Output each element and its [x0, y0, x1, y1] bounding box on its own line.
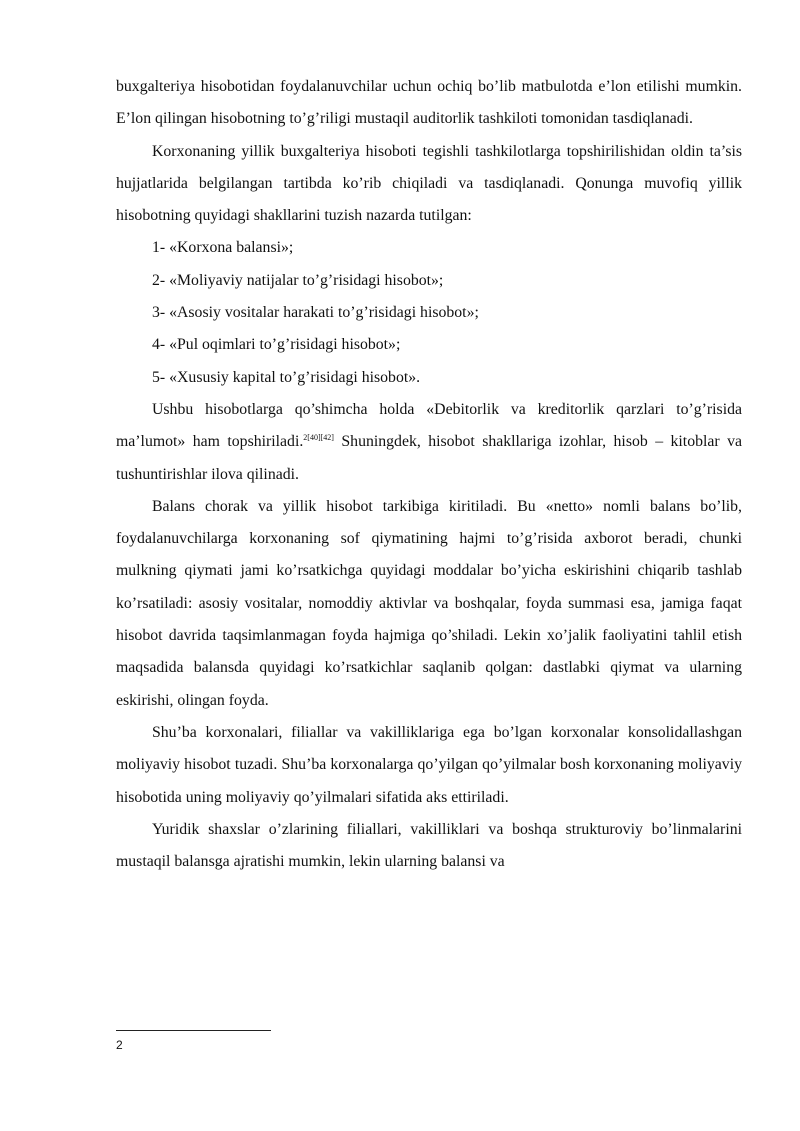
list-item: 3- «Asosiy vositalar harakati to’g’risidagi hisobot»;	[152, 304, 479, 322]
paragraph-balance-netto: Balans chorak va yillik hisobot tarkibiga kiritiladi. Bu «netto» nomli balans bo’lib, foydalanuvchilarga korxonaning sof qiymatining hajmi to’g’risida axborot beradi, chunki mulkning qiymati jami ko’rsatkichga quyidagi moddalar bo’yicha eskirishini chiqarib tashlab ko’rsatiladi: asosiy vositalar, nomoddiy aktivlar va boshqalar, foyda summasi esa, jamiga faqat hisobot davrida taqsimlanmagan foyda hajmiga qo’shiladi. Lekin xo’jalik faoliyatini tahlil etish maqsadida balansda quyidagi ko’rsatkichlar saqlanib qolgan: dastlabki qiymat va ularning eskirishi, olingan foyda.	[116, 497, 742, 709]
document-body	[116, 71, 742, 878]
paragraph-additional-reports	[116, 394, 742, 491]
list-item: 4- «Pul oqimlari to’g’risidagi hisobot»;	[152, 336, 401, 354]
list-item: 1- «Korxona balansi»;	[152, 239, 294, 257]
footnote-separator	[116, 1030, 271, 1031]
paragraph-text: Ushbu hisobotlarga qo’shimcha holda «Debitorlik va kreditorlik qarzlari to’g’risida ma’lumot» ham topshiriladi.	[116, 400, 742, 451]
paragraph-consolidated-reporting: Shu’ba korxonalari, filiallar va vakilliklariga ega bo’lgan korxonalar konsolidallashgan moliyaviy hisobot tuzadi. Shu’ba korxonalarga qo’yilgan qo’yilmalar bosh korxonaning moliyaviy hisobotida uning moliyaviy qo’yilmalari sifatida aks ettiriladi.	[116, 723, 742, 806]
list-item: 2- «Moliyaviy natijalar to’g’risidagi hisobot»;	[152, 271, 444, 289]
footnote-number: 2	[116, 1038, 123, 1052]
paragraph-legal-entities: Yuridik shaxslar o’zlarining filiallari, vakilliklari va boshqa strukturoviy bo’linmalarini mustaqil balansga ajratishi mumkin, lekin ularning balansi va	[116, 820, 742, 871]
list-item: 5- «Xususiy kapital to’g’risidagi hisobot».	[152, 368, 421, 386]
paragraph-reporting-publication: buxgalteriya hisobotidan foydalanuvchilar uchun ochiq bo’lib matbulotda e’lon etilishi mumkin. E’lon qilingan hisobotning to’g’riligi mustaqil auditorlik tashkiloti tomonidan tasdiqlanadi.	[116, 78, 742, 128]
paragraph-text: Shuningdek, hisobot shakllariga izohlar, hisob – kitoblar va tushuntirishlar ilova qilinadi.	[116, 433, 742, 483]
paragraph-annual-report-approval: Korxonaning yillik buxgalteriya hisoboti tegishli tashkilotlarga topshirilishidan oldin ta’sis hujjatlarida belgilangan tartibda ko’rib chiqiladi va tasdiqlanadi. Qonunga muvofiq yillik hisobotning quyidagi shakllarini tuzish nazarda tutilgan:	[116, 142, 742, 225]
footnote-reference: 2[40][42]	[303, 433, 334, 443]
